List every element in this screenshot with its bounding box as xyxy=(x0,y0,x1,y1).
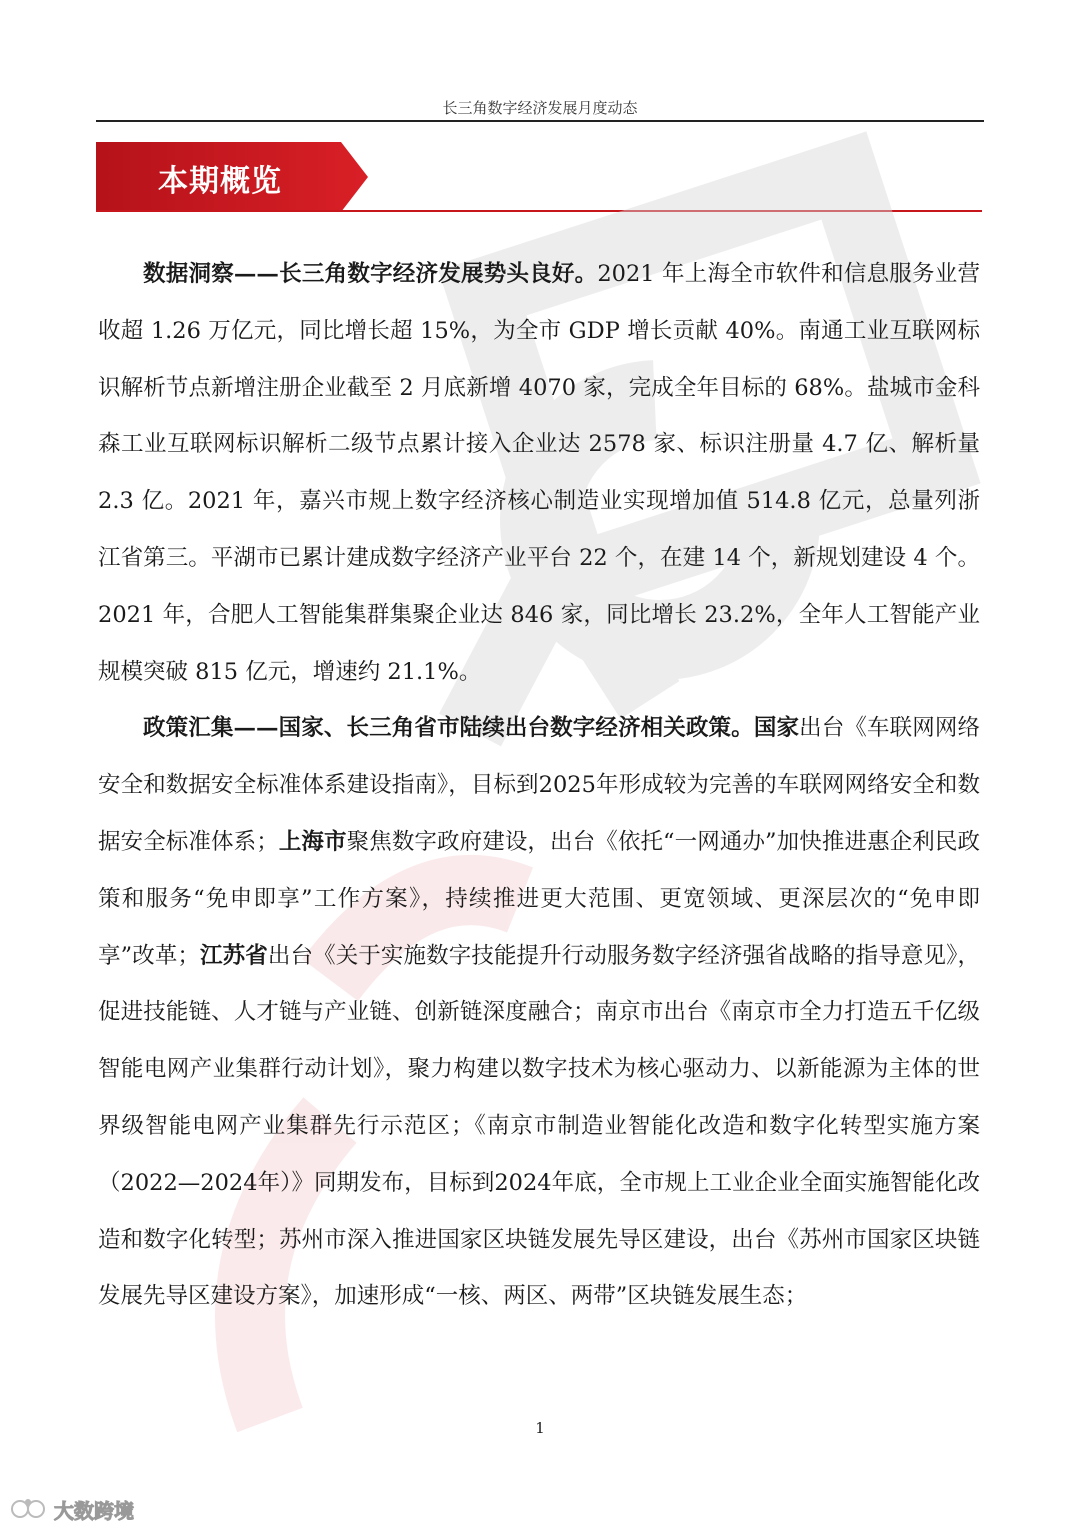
paragraph-text: 出台《车联网网络安全和数据安全标准体系建设指南》，目标到2025年形成较为完善的车联网网络安全和数据安全标准体系； xyxy=(98,715,980,855)
paragraph-text: 出台《关于实施数字技能提升行动服务数字经济强省战略的指导意见》，促进技能链、人才链与产业链、创新链深度融合；南京市出台《南京市全力打造五千亿级智能电网产业集群行动计划》，聚力构建以数字技术为核心驱动力、以新能源为主体的世界级智能电网产业集群先行示范区；《南京市制造业智能化改造和数字化转型实施方案（2022—2024年）》同期发布，目标到2024年底，全市规上工业企业全面实施智能化改造和数字化转型；苏州市深入推进国家区块链发展先导区建设，出台《苏州市国家区块链发展先导区建设方案》，加速形成“一核、两区、两带”区块链发展生态； xyxy=(98,942,980,1310)
paragraph-policy xyxy=(98,700,980,1325)
footer-brand-text: 大数跨境 xyxy=(54,1498,134,1523)
section-banner xyxy=(96,142,386,212)
header-title: 长三角数字经济发展月度动态 xyxy=(442,99,638,117)
header-rule xyxy=(96,120,984,122)
paragraph-text: 聚焦数字政府建设，出台《依托“一网通办”加快推进惠企利民政策和服务“免申即享”工作方案》，持续推进更大范围、更宽领域、更深层次的“免申即享”改革； xyxy=(98,828,980,969)
page-number: 1 xyxy=(535,1419,545,1437)
paragraph-text: 2021 年上海全市软件和信息服务业营收超 1.26 万亿元，同比增长超 15%，为全市 GDP 增长贡献 40%。南通工业互联网标识解析节点新增注册企业截至 2 月底新增 4070 家，完成全年目标的 68%。盐城市金科森工业互联网标识解析二级节点累计接入企业达 2578 家、标识注册量 4.7 亿、解析量 2.3 亿。2021 年，嘉兴市规上数字经济核心制造业实现增加值 514.8 亿元，总量列浙江省第三。平湖市已累计建成数字经济产业平台 22 个，在建 14 个，新规划建设 4 个。2021 年，合肥人工智能集群集聚企业达 846 家，同比增长 23.2%，全年人工智能产业规模突破 815 亿元，增速约 21.1%。 xyxy=(98,261,980,685)
lead-sentence: 政策汇集——国家、长三角省市陆续出台数字经济相关政策。 xyxy=(143,715,754,742)
body-text xyxy=(98,246,980,1325)
brand-logo-icon xyxy=(10,1497,48,1521)
region-keyword: 上海市 xyxy=(278,828,347,855)
banner-rule xyxy=(96,210,982,212)
lead-sentence: 数据洞察——长三角数字经济发展势头良好。 xyxy=(143,261,598,287)
section-title: 本期概览 xyxy=(158,164,282,199)
paragraph-data-insight xyxy=(98,246,980,700)
region-keyword: 国家 xyxy=(753,715,800,742)
footer-watermark xyxy=(10,1494,134,1524)
region-keyword: 江苏省 xyxy=(199,942,268,969)
